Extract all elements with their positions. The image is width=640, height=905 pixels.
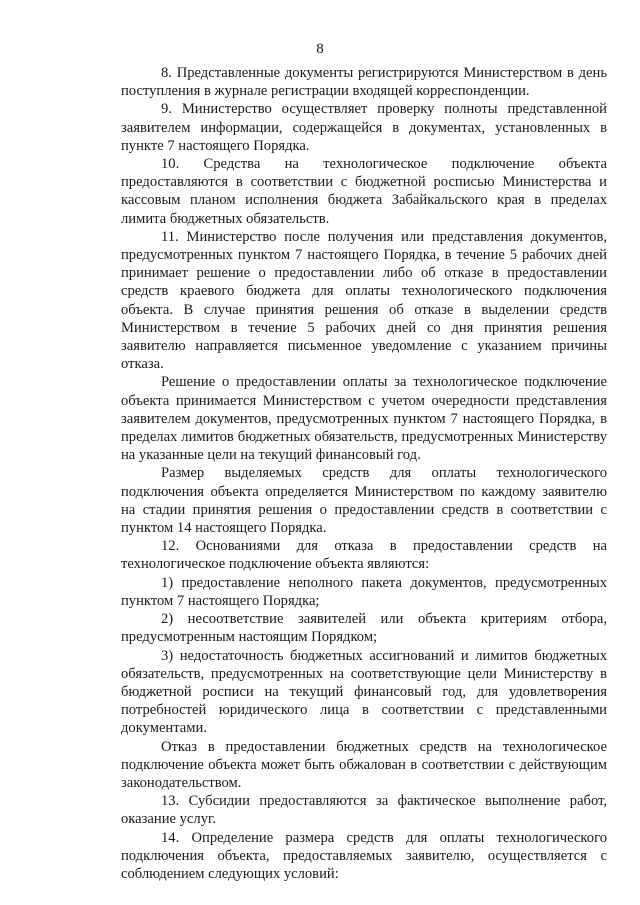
paragraph-8: 8. Представленные документы регистрируются Министерством в день поступления в журнале регистрации входящей корреспонденции. [121,65,607,100]
paragraph-10: 10. Средства на технологическое подключение объекта предоставляются в соответствии с бюджетной росписью Министерства и кассовым планом исполнения бюджета Забайкальского края в пределах лимита бюджетных обязательств. [121,156,607,227]
paragraph-14: 14. Определение размера средств для оплаты технологического подключения объекта, предоставляемых заявителю, осуществляется с соблюдением следующих условий: [121,829,607,882]
paragraph-12: 12. Основаниями для отказа в предоставлении средств на технологическое подключение объекта являются: [121,538,607,573]
paragraph-11-decision: Решение о предоставлении оплаты за технологическое подключение объекта принимается Министерством с учетом очередности представления заявителем документов, предусмотренных пунктом 7 настоящего Порядка, в пределах лимитов бюджетных обязательств, предусмотренных Министерству на указанные цели на текущий финансовый год. [121,374,607,464]
paragraph-12-item-2: 2) несоответствие заявителей или объекта критериям отбора, предусмотренным настоящим Порядком; [121,611,607,646]
document-body [121,64,607,883]
paragraph-13: 13. Субсидии предоставляются за фактическое выполнение работ, оказание услуг. [121,793,607,828]
paragraph-9: 9. Министерство осуществляет проверку полноты представленной заявителем информации, содержащейся в документах, установленных в пункте 7 настоящего Порядка. [121,101,607,154]
paragraph-12-appeal: Отказ в предоставлении бюджетных средств на технологическое подключение объекта может быть обжалован в соответствии с действующим законодательством. [121,738,607,791]
paragraph-12-item-3: 3) недостаточность бюджетных ассигнований и лимитов бюджетных обязательств, предусмотренных на соответствующие цели Министерству в бюджетной росписи на текущий финансовый год, для удовлетворения потребностей юридического лица в соответствии с представленными документами. [121,647,607,737]
paragraph-11: 11. Министерство после получения или представления документов, предусмотренных пунктом 7 настоящего Порядка, в течение 5 рабочих дней принимает решение о предоставлении либо об отказе в предоставлении средств краевого бюджета для оплаты технологического подключения объекта. В случае принятия решения об отказе в выделении средств Министерством в течение 5 рабочих дней со дня принятия решения заявителю направляется письменное уведомление с указанием причины отказа. [121,228,607,373]
page-number: 8 [316,41,324,57]
paragraph-11-amount: Размер выделяемых средств для оплаты технологического подключения объекта определяется Министерством по каждому заявителю на стадии принятия решения о предоставлении средств в соответствии с пунктом 14 настоящего Порядка. [121,465,607,537]
paragraph-12-item-1: 1) предоставление неполного пакета документов, предусмотренных пунктом 7 настоящего Порядка; [121,574,607,609]
